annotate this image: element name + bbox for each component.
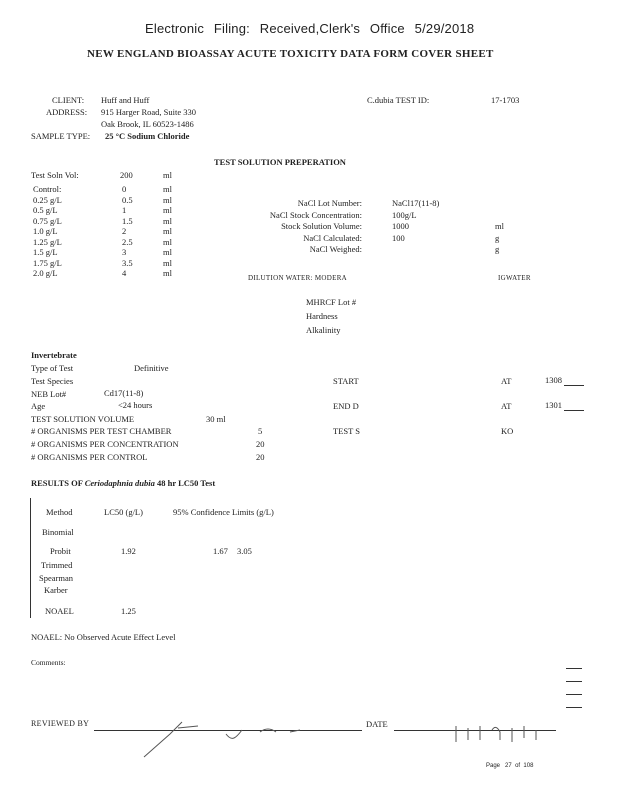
nacl-value: NaCl17(11-8) xyxy=(392,198,440,208)
organisms-per-chamber-label: # ORGANISMS PER TEST CHAMBER xyxy=(31,426,172,436)
nacl-unit: g xyxy=(495,232,500,243)
method-trimmed: Trimmed xyxy=(41,560,73,570)
organisms-per-concentration-label: # ORGANISMS PER CONCENTRATION xyxy=(31,439,179,449)
organisms-per-control-label: # ORGANISMS PER CONTROL xyxy=(31,452,148,462)
age-label: Age xyxy=(31,401,46,411)
col-lc50: LC50 (g/L) xyxy=(104,507,143,517)
conc-unit: ml xyxy=(163,205,172,215)
results-left-rule xyxy=(30,498,31,618)
organisms-per-chamber-value: 5 xyxy=(258,426,263,436)
age-value: <24 hours xyxy=(118,400,153,410)
probit-ci-low: 1.67 xyxy=(213,546,228,556)
end-time-underline xyxy=(564,410,584,411)
start-time-underline xyxy=(564,385,584,386)
conc-unit: ml xyxy=(163,226,172,236)
nacl-unit: g xyxy=(495,244,500,254)
probit-lc50: 1.92 xyxy=(121,546,136,556)
conc-value: 0 xyxy=(122,184,127,194)
neb-lot-label: NEB Lot# xyxy=(31,389,67,399)
date-label: DATE xyxy=(366,719,388,729)
page-number: 27 xyxy=(505,763,512,769)
comments-line-2 xyxy=(566,681,582,682)
reviewer-signature xyxy=(140,712,350,762)
address-label: ADDRESS: xyxy=(46,107,88,117)
method-binomial: Binomial xyxy=(42,527,74,537)
prep-heading: TEST SOLUTION PREPERATION xyxy=(214,157,346,167)
reviewed-by-label: REVIEWED BY xyxy=(31,719,90,728)
test-s-label: TEST S xyxy=(333,426,361,436)
conc-value: 3 xyxy=(122,247,127,257)
type-of-test-value: Definitive xyxy=(134,363,169,373)
soln-vol-unit: ml xyxy=(163,170,172,180)
probit-ci-high: 3.05 xyxy=(237,546,252,556)
test-s-value: KO xyxy=(501,426,514,436)
conc-label: 1.0 g/L xyxy=(33,226,58,236)
conc-value: 4 xyxy=(122,268,127,278)
conc-unit: ml xyxy=(163,236,172,247)
address-line-1: 915 Harger Road, Suite 330 xyxy=(101,107,196,117)
test-id-value: 17-1703 xyxy=(491,95,520,105)
results-heading xyxy=(31,478,215,488)
results-heading-prefix: RESULTS OF xyxy=(31,478,85,488)
date-handwriting xyxy=(452,720,552,746)
method-probit: Probit xyxy=(50,546,71,556)
comments-line-1 xyxy=(566,668,582,669)
sample-type-value: 25 °C Sodium Chloride xyxy=(105,131,190,141)
conc-label: 1.25 g/L xyxy=(33,236,62,247)
filing-stamp: Electronic Filing: Received,Clerk's Office 5/29/2018 xyxy=(145,21,475,36)
organisms-per-concentration-value: 20 xyxy=(256,439,265,449)
test-solution-volume-label: TEST SOLUTION VOLUME xyxy=(31,414,135,424)
results-heading-suffix: 48 hr LC50 Test xyxy=(154,478,216,488)
test-solution-volume-value: 30 ml xyxy=(206,414,226,424)
col-method: Method xyxy=(46,507,73,517)
conc-unit: ml xyxy=(163,268,172,278)
conc-label: 1.5 g/L xyxy=(33,247,58,257)
col-ci: 95% Confidence Limits (g/L) xyxy=(173,507,274,517)
comments-line-4 xyxy=(566,707,582,708)
soln-vol-value: 200 xyxy=(120,170,133,180)
end-time: 1301 xyxy=(545,400,562,410)
conc-label: 0.5 g/L xyxy=(33,205,58,215)
conc-label: 0.75 g/L xyxy=(33,215,62,226)
dilution-water-right: IGWATER xyxy=(498,274,531,282)
type-of-test-label: Type of Test xyxy=(31,363,74,373)
conc-unit: ml xyxy=(163,184,172,194)
conc-label: 2.0 g/L xyxy=(33,268,58,278)
conc-label: 0.25 g/L xyxy=(33,194,62,205)
dilution-water-label: DILUTION WATER: MODERA xyxy=(248,274,348,282)
page-total: 108 xyxy=(523,763,534,769)
nacl-value: 1000 xyxy=(392,221,409,231)
conc-value: 0.5 xyxy=(122,194,133,205)
conc-unit: ml xyxy=(163,194,172,205)
noael-value: 1.25 xyxy=(121,606,136,616)
conc-unit: ml xyxy=(163,257,172,268)
conc-label: Control: xyxy=(33,184,62,194)
method-karber: Karber xyxy=(44,585,68,595)
nacl-label: NaCl Calculated: xyxy=(303,232,362,243)
results-heading-species: Ceriodaphnia dubia xyxy=(84,478,155,488)
invertebrate-heading: Invertebrate xyxy=(31,350,77,360)
comments-label: Comments: xyxy=(31,658,66,667)
page-indicator xyxy=(486,763,533,769)
noael-label: NOAEL xyxy=(45,606,74,616)
nacl-value: 100g/L xyxy=(392,209,417,220)
conc-value: 3.5 xyxy=(122,257,133,268)
end-label: END D xyxy=(333,401,359,411)
test-id-label: C.dubia TEST ID: xyxy=(367,95,430,105)
page-of: of xyxy=(515,763,521,769)
conc-value: 1 xyxy=(122,205,127,215)
alkalinity-label: Alkalinity xyxy=(306,325,341,335)
client-label: CLIENT: xyxy=(52,95,85,105)
sample-type-label: SAMPLE TYPE: xyxy=(31,131,91,141)
hardness-label: Hardness xyxy=(306,311,338,321)
nacl-value: 100 xyxy=(392,232,405,243)
client-value: Huff and Huff xyxy=(101,95,150,105)
mhrcf-lot-label: MHRCF Lot # xyxy=(306,297,357,307)
conc-value: 1.5 xyxy=(122,215,133,226)
comments-line-3 xyxy=(566,694,582,695)
conc-label: 1.75 g/L xyxy=(33,257,62,268)
nacl-label: Stock Solution Volume: xyxy=(281,221,362,231)
conc-value: 2.5 xyxy=(122,236,133,247)
address-line-2: Oak Brook, IL 60523-1486 xyxy=(101,119,194,129)
test-species-label: Test Species xyxy=(31,376,74,386)
start-time: 1308 xyxy=(545,375,562,385)
method-spearman: Spearman xyxy=(39,573,73,583)
conc-value: 2 xyxy=(122,226,127,236)
nacl-label: NaCl Stock Concentration: xyxy=(269,209,362,220)
start-at-label: AT xyxy=(501,376,512,386)
nacl-label: NaCl Lot Number: xyxy=(297,198,362,208)
form-title: NEW ENGLAND BIOASSAY ACUTE TOXICITY DATA FORM COVER SHEET xyxy=(87,48,494,60)
nacl-label: NaCl Weighed: xyxy=(309,244,362,254)
neb-lot-value: Cd17(11-8) xyxy=(104,388,144,398)
end-at-label: AT xyxy=(501,401,512,411)
start-label: START xyxy=(333,376,359,386)
conc-unit: ml xyxy=(163,247,172,257)
conc-unit: ml xyxy=(163,215,172,226)
nacl-unit: ml xyxy=(495,221,504,231)
page-label: Page xyxy=(486,763,501,769)
soln-vol-label: Test Soln Vol: xyxy=(31,170,79,180)
organisms-per-control-value: 20 xyxy=(256,452,265,462)
noael-note: NOAEL: No Observed Acute Effect Level xyxy=(31,632,176,642)
